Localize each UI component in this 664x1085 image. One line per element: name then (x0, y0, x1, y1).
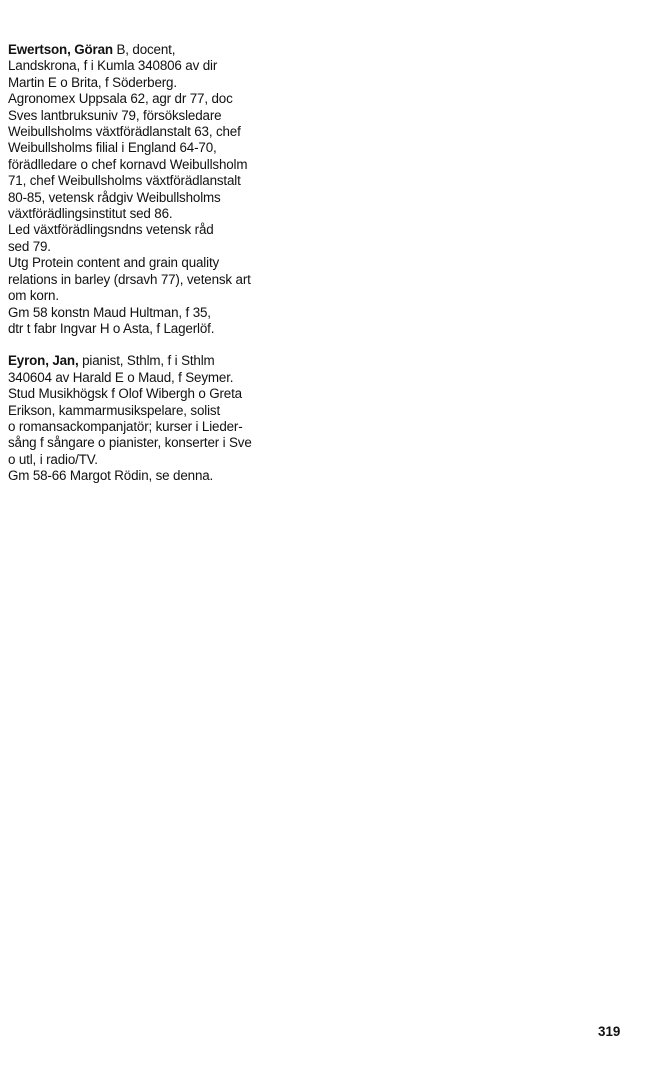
entry-text-line: 80-85, vetensk rådgiv Weibullsholms (8, 189, 221, 205)
biography-column (8, 42, 308, 485)
entry-text-line: o romansackompanjatör; kurser i Lieder- (8, 418, 243, 434)
entry-text-line: Landskrona, f i Kumla 340806 av dir (8, 58, 218, 74)
entry-text-line: om korn. (8, 288, 59, 304)
biography-entry-ewertson (8, 42, 308, 337)
entry-text-line: Erikson, kammarmusikspelare, solist (8, 402, 221, 418)
entry-text-line: förädlledare o chef kornavd Weibullsholm (8, 156, 248, 172)
entry-name: Ewertson, Göran (8, 42, 113, 57)
entry-text-line: pianist, Sthlm, f i Sthlm (78, 353, 215, 369)
entry-text-line: växtförädlingsinstitut sed 86. (8, 206, 173, 222)
entry-text-line: o utl, i radio/TV. (8, 451, 98, 467)
entry-text-line: sång f sångare o pianister, konserter i Sve (8, 435, 252, 451)
entry-text-line: Gm 58 konstn Maud Hultman, f 35, (8, 304, 211, 320)
entry-text-line: Utg Protein content and grain quality (8, 255, 220, 271)
entry-first-line (8, 42, 308, 58)
entry-text-line: 71, chef Weibullsholms växtförädlanstalt (8, 173, 241, 189)
entry-text-line: Gm 58-66 Margot Rödin, se denna. (8, 468, 214, 484)
entry-text-line: sed 79. (8, 238, 51, 254)
entry-text-line: Weibullsholms filial i England 64-70, (8, 140, 217, 156)
entry-text-line: relations in barley (drsavh 77), vetensk art (8, 271, 251, 287)
page-number: 319 (598, 1024, 621, 1039)
entry-text-line: Weibullsholms växtförädlanstalt 63, chef (8, 124, 241, 140)
entry-text-line: 340604 av Harald E o Maud, f Seymer. (8, 369, 234, 385)
entry-text-line: Martin E o Brita, f Söderberg. (8, 74, 177, 90)
entry-name: Eyron, Jan, (8, 353, 79, 369)
entry-text-line: Stud Musikhögsk f Olof Wibergh o Greta (8, 386, 242, 402)
entry-text-line: dtr t fabr Ingvar H o Asta, f Lagerlöf. (8, 320, 215, 336)
entry-first-line (8, 353, 308, 369)
entry-text-line: B, docent, (112, 42, 176, 57)
entry-text-line: Sves lantbruksuniv 79, försöksledare (8, 107, 222, 123)
entry-text-line: Agronomex Uppsala 62, agr dr 77, doc (8, 91, 233, 107)
entry-text-line: Led växtförädlingsndns vetensk råd (8, 222, 214, 238)
biography-entry-eyron (8, 353, 308, 484)
